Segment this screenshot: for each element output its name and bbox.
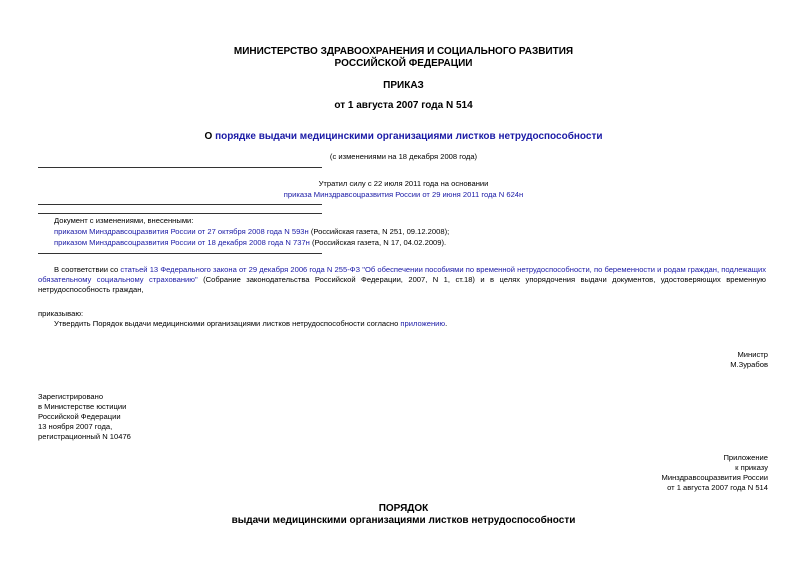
signature-position: Министр bbox=[737, 350, 768, 359]
preamble-end: (Собрание законодательства Российской Федерации, 2007, N 1, ст.18) и в целях упорядочения выдачи документов, удостоверяющих временную нетрудоспособность граждан, bbox=[38, 275, 767, 294]
registration-line: Зарегистрировано bbox=[38, 392, 104, 401]
divider-4 bbox=[38, 253, 322, 254]
signature-name: М.Зурабов bbox=[730, 360, 768, 369]
changes-note: (с изменениями на 18 декабря 2008 года) bbox=[329, 152, 478, 161]
appendix-line: к приказу bbox=[735, 463, 768, 472]
registration-block bbox=[38, 392, 258, 442]
appendix-reference bbox=[560, 453, 768, 493]
amendments-heading: Документ с изменениями, внесенными: bbox=[54, 216, 194, 225]
registration-line: 13 ноября 2007 года, bbox=[38, 422, 113, 431]
registration-line: регистрационный N 10476 bbox=[38, 432, 131, 441]
amendment-link-1[interactable]: приказом Минздравсоцразвития России от 27 октября 2008 года N 593н bbox=[54, 227, 309, 236]
lost-force-line: Утратил силу с 22 июля 2011 года на основании bbox=[318, 179, 489, 188]
appendix-line: Минздравсоцразвития России bbox=[661, 473, 768, 482]
lost-force-link[interactable]: приказа Минздравсоцразвития России от 29 июня 2011 года N 624н bbox=[283, 190, 524, 199]
appendix-link[interactable]: приложению bbox=[400, 319, 446, 328]
document-title bbox=[0, 131, 807, 143]
appendix-line: от 1 августа 2007 года N 514 bbox=[667, 483, 768, 492]
ministry-line-2: РОССИЙСКОЙ ФЕДЕРАЦИИ bbox=[334, 58, 473, 69]
divider-1 bbox=[38, 167, 322, 168]
preamble-start: В соответствии со bbox=[54, 265, 121, 274]
registration-line: в Министерстве юстиции bbox=[38, 402, 127, 411]
registration-line: Российской Федерации bbox=[38, 412, 121, 421]
amendment-link-2[interactable]: приказом Минздравсоцразвития России от 18 декабря 2008 года N 737н bbox=[54, 238, 310, 247]
order-text bbox=[54, 319, 766, 329]
amendment-source-1: (Российская газета, N 251, 09.12.2008); bbox=[308, 227, 450, 236]
doc-date-number: от 1 августа 2007 года N 514 bbox=[334, 100, 473, 111]
law-link[interactable]: статьей 13 Федерального закона от 29 декабря 2006 года N 255-ФЗ "Об обеспечении пособиями по временной нетрудоспособности, по беременности и родам граждан, подлежащих обязательному социальному страхованию" bbox=[38, 265, 766, 284]
amendment-source-2: (Российская газета, N 17, 04.02.2009). bbox=[309, 238, 447, 247]
ministry-heading bbox=[0, 46, 807, 70]
signature-block bbox=[560, 350, 768, 370]
amendments-block bbox=[54, 216, 774, 248]
order-end: . bbox=[445, 319, 448, 328]
divider-2 bbox=[38, 204, 322, 205]
divider-3 bbox=[38, 213, 322, 214]
title-link[interactable]: порядке выдачи медицинскими организациями листков нетрудоспособности bbox=[215, 131, 603, 142]
amendment-item bbox=[54, 238, 774, 248]
preamble-paragraph bbox=[38, 265, 766, 295]
appendix-line: Приложение bbox=[723, 453, 768, 462]
order-word: приказываю: bbox=[38, 309, 84, 318]
procedure-title: ПОРЯДОК bbox=[378, 503, 429, 514]
amendment-item bbox=[54, 227, 774, 237]
title-prefix: О bbox=[204, 131, 216, 142]
order-sentence: Утвердить Порядок выдачи медицинскими организациями листков нетрудоспособности согласно bbox=[54, 319, 401, 328]
ministry-line-1: МИНИСТЕРСТВО ЗДРАВООХРАНЕНИЯ И СОЦИАЛЬНОГО РАЗВИТИЯ bbox=[233, 46, 574, 57]
procedure-subtitle: выдачи медицинскими организациями листков нетрудоспособности bbox=[231, 515, 576, 526]
doc-type: ПРИКАЗ bbox=[383, 80, 424, 91]
